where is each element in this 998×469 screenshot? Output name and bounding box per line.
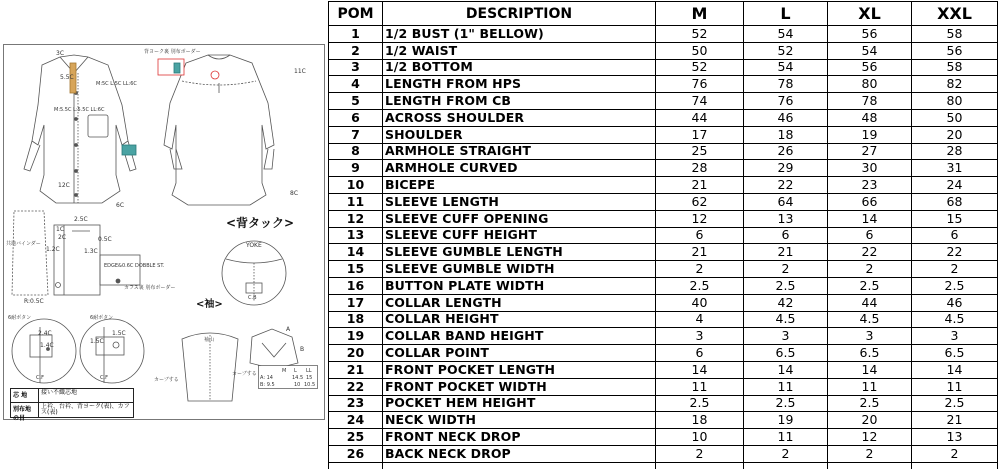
edge-label: EDGE&0.6C DOBBLE ST. bbox=[104, 263, 165, 269]
fabric-key: 芯 地 bbox=[11, 389, 39, 402]
button-note: 6耐ボタン bbox=[8, 315, 32, 321]
measure-label: 3C bbox=[56, 50, 65, 57]
description-cell: COLLAR LENGTH bbox=[383, 294, 656, 311]
pom-cell: 1 bbox=[329, 26, 383, 43]
empty-cell bbox=[744, 462, 828, 469]
empty-cell bbox=[912, 462, 998, 469]
size-xxl-cell: 2.5 bbox=[912, 277, 998, 294]
description-cell: ACROSS SHOULDER bbox=[383, 109, 656, 126]
description-cell: FRONT NECK DROP bbox=[383, 429, 656, 446]
size-l-cell: 2 bbox=[744, 445, 828, 462]
table-row bbox=[329, 361, 998, 378]
size-l-cell: 52 bbox=[744, 42, 828, 59]
size-l-header: L bbox=[744, 2, 828, 26]
empty-cell bbox=[656, 462, 744, 469]
size-l-cell: 76 bbox=[744, 93, 828, 110]
size-xl-cell: 11 bbox=[828, 378, 912, 395]
description-cell: BUTTON PLATE WIDTH bbox=[383, 277, 656, 294]
description-cell: ARMHOLE CURVED bbox=[383, 160, 656, 177]
size-l-cell: 6 bbox=[744, 227, 828, 244]
measure-label: 1.2C bbox=[46, 246, 60, 253]
size-m-cell: 3 bbox=[656, 328, 744, 345]
size-xxl-cell: 80 bbox=[912, 93, 998, 110]
description-cell: LENGTH FROM HPS bbox=[383, 76, 656, 93]
fabric-key: 別布地の目 bbox=[11, 403, 39, 417]
size-xxl-cell: 31 bbox=[912, 160, 998, 177]
size-xxl-cell: 15 bbox=[912, 210, 998, 227]
cuff-note: カフス裏 別布ボーダー bbox=[124, 285, 176, 291]
collar-size-mini-table bbox=[258, 365, 318, 389]
pom-cell: 10 bbox=[329, 177, 383, 194]
size-xl-cell: 44 bbox=[828, 294, 912, 311]
size-m-cell: 21 bbox=[656, 177, 744, 194]
pom-cell: 11 bbox=[329, 193, 383, 210]
table-row bbox=[329, 294, 998, 311]
description-header: DESCRIPTION bbox=[383, 2, 656, 26]
mini-header: LL bbox=[306, 368, 312, 374]
table-row bbox=[329, 395, 998, 412]
size-xxl-cell: 28 bbox=[912, 143, 998, 160]
description-cell: NECK WIDTH bbox=[383, 412, 656, 429]
description-cell: COLLAR POINT bbox=[383, 345, 656, 362]
description-cell: BICEPE bbox=[383, 177, 656, 194]
size-xl-cell: 56 bbox=[828, 59, 912, 76]
description-cell: 1/2 BUST (1" BELLOW) bbox=[383, 26, 656, 43]
mini-cell: A: 14 bbox=[260, 375, 273, 381]
size-xl-cell: 54 bbox=[828, 42, 912, 59]
measure-label: 12C bbox=[58, 182, 70, 189]
fabric-value: 接い不織芯地 bbox=[41, 389, 78, 396]
measure-label: 2.5C bbox=[74, 216, 88, 223]
pom-cell: 14 bbox=[329, 244, 383, 261]
mini-cell: 14.5 bbox=[292, 375, 304, 381]
size-m-cell: 6 bbox=[656, 345, 744, 362]
pom-cell: 26 bbox=[329, 445, 383, 462]
measure-label: 1.4C bbox=[40, 342, 54, 349]
pom-cell: 8 bbox=[329, 143, 383, 160]
description-cell: SLEEVE GUMBLE WIDTH bbox=[383, 261, 656, 278]
size-xxl-cell: 2.5 bbox=[912, 395, 998, 412]
pom-cell: 23 bbox=[329, 395, 383, 412]
pom-cell: 17 bbox=[329, 294, 383, 311]
size-xxl-cell: 11 bbox=[912, 378, 998, 395]
size-xl-cell: 12 bbox=[828, 429, 912, 446]
size-xxl-cell: 46 bbox=[912, 294, 998, 311]
size-xl-cell: 6.5 bbox=[828, 345, 912, 362]
measure-label: 2C bbox=[58, 234, 67, 241]
size-xl-cell: 2.5 bbox=[828, 277, 912, 294]
size-m-cell: 4 bbox=[656, 311, 744, 328]
description-cell: FRONT POCKET WIDTH bbox=[383, 378, 656, 395]
measure-label: 11C bbox=[294, 68, 306, 75]
pom-cell: 6 bbox=[329, 109, 383, 126]
size-xl-cell: 23 bbox=[828, 177, 912, 194]
table-row bbox=[329, 93, 998, 110]
size-m-cell: 52 bbox=[656, 26, 744, 43]
size-xxl-cell: 2 bbox=[912, 445, 998, 462]
pom-cell: 21 bbox=[329, 361, 383, 378]
size-m-cell: 6 bbox=[656, 227, 744, 244]
table-row bbox=[329, 328, 998, 345]
mini-header: L bbox=[294, 368, 297, 374]
table-row bbox=[329, 109, 998, 126]
collar-a-label: A bbox=[286, 326, 291, 333]
size-xxl-cell: 14 bbox=[912, 361, 998, 378]
size-xxl-cell: 4.5 bbox=[912, 311, 998, 328]
table-body bbox=[329, 26, 998, 469]
technical-sketch bbox=[3, 44, 325, 420]
size-m-cell: 18 bbox=[656, 412, 744, 429]
back-shirt-sketch bbox=[158, 55, 274, 205]
size-m-cell: 2.5 bbox=[656, 395, 744, 412]
table-row bbox=[329, 445, 998, 462]
size-l-cell: 42 bbox=[744, 294, 828, 311]
size-l-cell: 54 bbox=[744, 59, 828, 76]
measure-label: 8C bbox=[290, 190, 299, 197]
empty-cell bbox=[383, 462, 656, 469]
sleeve-tuck-note: カーブする bbox=[232, 371, 257, 377]
size-l-cell: 22 bbox=[744, 177, 828, 194]
measure-label: 1C bbox=[56, 226, 65, 233]
collar-sketch bbox=[250, 329, 298, 369]
size-l-cell: 3 bbox=[744, 328, 828, 345]
cf-label: C.F bbox=[36, 375, 44, 381]
mini-cell: 15 bbox=[306, 375, 313, 381]
button-note: 6耐ボタン bbox=[90, 315, 114, 321]
back-tuck-title: <背タック> bbox=[226, 216, 295, 230]
size-xxl-cell: 68 bbox=[912, 193, 998, 210]
table-row bbox=[329, 311, 998, 328]
size-xxl-cell: 20 bbox=[912, 126, 998, 143]
pom-cell: 16 bbox=[329, 277, 383, 294]
size-m-cell: 11 bbox=[656, 378, 744, 395]
pom-cell: 13 bbox=[329, 227, 383, 244]
size-m-cell: 10 bbox=[656, 429, 744, 446]
fabric-note-table bbox=[10, 388, 134, 422]
pocket-dims-label: M:5.5C L:5.5C LL:6C bbox=[54, 107, 105, 113]
size-xxl-cell: 2 bbox=[912, 261, 998, 278]
measure-label: 6C bbox=[116, 202, 125, 209]
size-xl-cell: 19 bbox=[828, 126, 912, 143]
size-xl-cell: 78 bbox=[828, 93, 912, 110]
table-row bbox=[329, 412, 998, 429]
size-m-cell: 21 bbox=[656, 244, 744, 261]
cb-label: C.B bbox=[248, 295, 257, 301]
pom-cell: 25 bbox=[329, 429, 383, 446]
size-xxl-cell: 13 bbox=[912, 429, 998, 446]
description-cell: SLEEVE LENGTH bbox=[383, 193, 656, 210]
empty-cell bbox=[828, 462, 912, 469]
pom-cell: 4 bbox=[329, 76, 383, 93]
table-row bbox=[329, 193, 998, 210]
sleeve-sketch bbox=[182, 333, 238, 401]
size-m-cell: 2.5 bbox=[656, 277, 744, 294]
size-l-cell: 4.5 bbox=[744, 311, 828, 328]
pom-cell: 9 bbox=[329, 160, 383, 177]
size-xl-cell: 20 bbox=[828, 412, 912, 429]
size-xl-header: XL bbox=[828, 2, 912, 26]
table-row bbox=[329, 126, 998, 143]
size-xxl-cell: 22 bbox=[912, 244, 998, 261]
size-m-cell: 2 bbox=[656, 261, 744, 278]
pocket-circle-detail bbox=[12, 319, 144, 383]
table-row bbox=[329, 59, 998, 76]
size-xxl-cell: 82 bbox=[912, 76, 998, 93]
size-l-cell: 13 bbox=[744, 210, 828, 227]
size-l-cell: 14 bbox=[744, 361, 828, 378]
cf-label: C.F bbox=[100, 375, 108, 381]
pom-cell: 12 bbox=[329, 210, 383, 227]
size-xl-cell: 80 bbox=[828, 76, 912, 93]
size-xl-cell: 14 bbox=[828, 361, 912, 378]
size-l-cell: 2.5 bbox=[744, 277, 828, 294]
description-cell: BACK NECK DROP bbox=[383, 445, 656, 462]
size-l-cell: 2.5 bbox=[744, 395, 828, 412]
size-xl-cell: 48 bbox=[828, 109, 912, 126]
table-row bbox=[329, 210, 998, 227]
description-cell: POCKET HEM HEIGHT bbox=[383, 395, 656, 412]
size-xxl-cell: 6 bbox=[912, 227, 998, 244]
measure-label: 1.3C bbox=[84, 248, 98, 255]
size-m-cell: 40 bbox=[656, 294, 744, 311]
pom-cell: 18 bbox=[329, 311, 383, 328]
size-l-cell: 26 bbox=[744, 143, 828, 160]
fabric-value: 上衿、台衿、背ヨーク(表)、カフス(表) bbox=[41, 403, 130, 416]
size-l-cell: 11 bbox=[744, 378, 828, 395]
size-xxl-cell: 3 bbox=[912, 328, 998, 345]
size-l-cell: 19 bbox=[744, 412, 828, 429]
size-xl-cell: 14 bbox=[828, 210, 912, 227]
size-l-cell: 54 bbox=[744, 26, 828, 43]
empty-cell bbox=[329, 462, 383, 469]
table-row bbox=[329, 261, 998, 278]
size-m-cell: 2 bbox=[656, 445, 744, 462]
table-row bbox=[329, 26, 998, 43]
pom-cell: 7 bbox=[329, 126, 383, 143]
size-xl-cell: 56 bbox=[828, 26, 912, 43]
table-row bbox=[329, 277, 998, 294]
pom-cell: 20 bbox=[329, 345, 383, 362]
sleeve-top-label: 袖山 bbox=[204, 337, 215, 343]
size-m-header: M bbox=[656, 2, 744, 26]
size-xl-cell: 2.5 bbox=[828, 395, 912, 412]
size-xxl-cell: 58 bbox=[912, 26, 998, 43]
size-l-cell: 2 bbox=[744, 261, 828, 278]
table-row bbox=[329, 160, 998, 177]
table-row bbox=[329, 177, 998, 194]
pom-cell: 22 bbox=[329, 378, 383, 395]
measure-label: 5.5C bbox=[60, 74, 74, 81]
description-cell: COLLAR HEIGHT bbox=[383, 311, 656, 328]
size-xxl-header: XXL bbox=[912, 2, 998, 26]
pom-cell: 24 bbox=[329, 412, 383, 429]
measure-label: R:0.5C bbox=[24, 298, 44, 305]
description-cell: SLEEVE GUMBLE LENGTH bbox=[383, 244, 656, 261]
mini-cell: 10 bbox=[294, 382, 301, 388]
size-xl-cell: 6 bbox=[828, 227, 912, 244]
mini-cell: B: 9.5 bbox=[260, 382, 275, 388]
collar-b-label: B bbox=[300, 346, 305, 353]
size-xl-cell: 2 bbox=[828, 445, 912, 462]
description-cell: SLEEVE CUFF HEIGHT bbox=[383, 227, 656, 244]
size-m-cell: 28 bbox=[656, 160, 744, 177]
size-xl-cell: 27 bbox=[828, 143, 912, 160]
empty-row bbox=[329, 462, 998, 469]
size-xl-cell: 4.5 bbox=[828, 311, 912, 328]
description-cell: SLEEVE CUFF OPENING bbox=[383, 210, 656, 227]
size-m-cell: 62 bbox=[656, 193, 744, 210]
table-row bbox=[329, 429, 998, 446]
size-m-cell: 25 bbox=[656, 143, 744, 160]
size-l-cell: 29 bbox=[744, 160, 828, 177]
size-xxl-cell: 58 bbox=[912, 59, 998, 76]
size-xxl-cell: 21 bbox=[912, 412, 998, 429]
table-row bbox=[329, 227, 998, 244]
size-m-cell: 14 bbox=[656, 361, 744, 378]
table-row bbox=[329, 378, 998, 395]
description-cell: FRONT POCKET LENGTH bbox=[383, 361, 656, 378]
measure-label: 1.5C bbox=[112, 330, 126, 337]
size-xl-cell: 2 bbox=[828, 261, 912, 278]
size-m-cell: 17 bbox=[656, 126, 744, 143]
measure-label: 1.5C bbox=[90, 338, 104, 345]
table-row bbox=[329, 76, 998, 93]
table-row bbox=[329, 143, 998, 160]
pom-cell: 19 bbox=[329, 328, 383, 345]
pom-cell: 3 bbox=[329, 59, 383, 76]
measure-label: 0.5C bbox=[98, 236, 112, 243]
pom-cell: 2 bbox=[329, 42, 383, 59]
size-l-cell: 11 bbox=[744, 429, 828, 446]
collar-band-detail bbox=[12, 211, 140, 295]
size-xl-cell: 66 bbox=[828, 193, 912, 210]
size-l-cell: 6.5 bbox=[744, 345, 828, 362]
size-m-cell: 50 bbox=[656, 42, 744, 59]
description-cell: 1/2 WAIST bbox=[383, 42, 656, 59]
sleeve-tuck-note: カーブする bbox=[154, 377, 179, 383]
fabric-row bbox=[11, 389, 133, 403]
size-xl-cell: 30 bbox=[828, 160, 912, 177]
pom-cell: 5 bbox=[329, 93, 383, 110]
size-l-cell: 78 bbox=[744, 76, 828, 93]
size-xxl-cell: 56 bbox=[912, 42, 998, 59]
yoke-note: 背ヨーク裏 別布ボーダー bbox=[144, 49, 201, 55]
binder-note: 共地バインダー bbox=[6, 241, 41, 247]
size-m-cell: 52 bbox=[656, 59, 744, 76]
yoke-label: YOKE bbox=[246, 242, 262, 249]
size-xxl-cell: 6.5 bbox=[912, 345, 998, 362]
pocket-dims-label: M:5C L:5C LL:6C bbox=[96, 81, 137, 87]
size-m-cell: 74 bbox=[656, 93, 744, 110]
description-cell: SHOULDER bbox=[383, 126, 656, 143]
size-xxl-cell: 50 bbox=[912, 109, 998, 126]
size-m-cell: 12 bbox=[656, 210, 744, 227]
size-l-cell: 21 bbox=[744, 244, 828, 261]
description-cell: COLLAR BAND HEIGHT bbox=[383, 328, 656, 345]
size-xl-cell: 3 bbox=[828, 328, 912, 345]
pom-cell: 15 bbox=[329, 261, 383, 278]
size-xxl-cell: 24 bbox=[912, 177, 998, 194]
mini-cell: 10.5 bbox=[304, 382, 316, 388]
measurement-spec-table bbox=[328, 1, 998, 469]
fabric-row bbox=[11, 403, 133, 422]
measure-label: 2.4C bbox=[38, 330, 52, 337]
front-shirt-sketch bbox=[24, 55, 136, 203]
table-header-row bbox=[329, 2, 998, 26]
size-m-cell: 76 bbox=[656, 76, 744, 93]
table-row bbox=[329, 244, 998, 261]
size-l-cell: 46 bbox=[744, 109, 828, 126]
description-cell: 1/2 BOTTOM bbox=[383, 59, 656, 76]
table-row bbox=[329, 345, 998, 362]
size-l-cell: 18 bbox=[744, 126, 828, 143]
size-m-cell: 44 bbox=[656, 109, 744, 126]
pom-header: POM bbox=[329, 2, 383, 26]
description-cell: ARMHOLE STRAIGHT bbox=[383, 143, 656, 160]
mini-header: M bbox=[282, 368, 287, 374]
table-row bbox=[329, 42, 998, 59]
size-l-cell: 64 bbox=[744, 193, 828, 210]
sleeve-title: <袖> bbox=[196, 299, 223, 310]
size-xl-cell: 22 bbox=[828, 244, 912, 261]
description-cell: LENGTH FROM CB bbox=[383, 93, 656, 110]
